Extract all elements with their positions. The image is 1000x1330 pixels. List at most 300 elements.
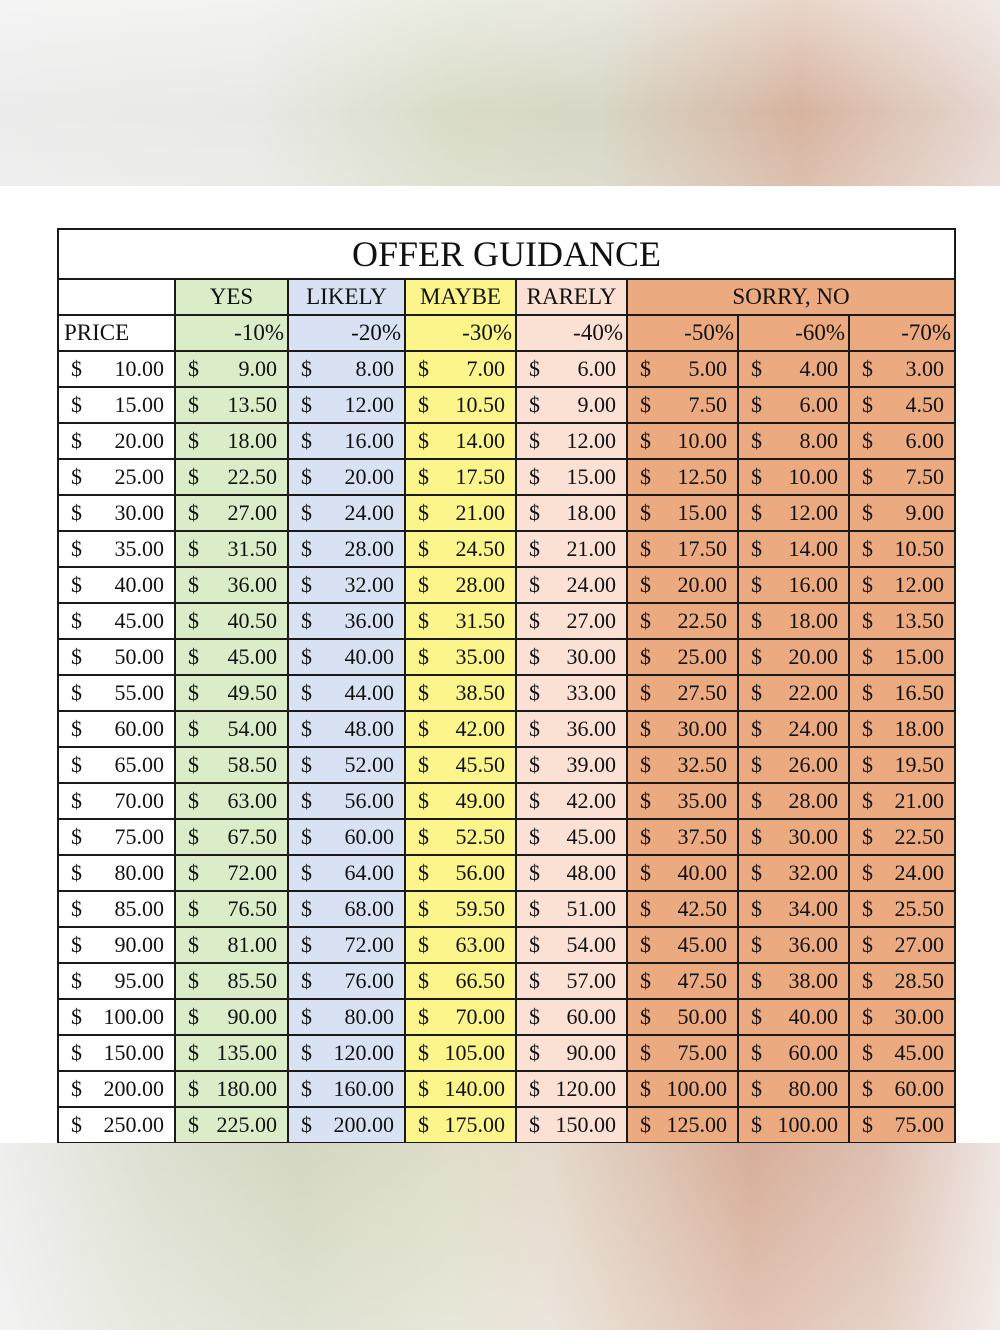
- price-cell: [58, 855, 175, 891]
- amount-value: 27.50: [677, 680, 727, 705]
- amount-value: 50.00: [114, 644, 164, 669]
- currency-symbol: $: [862, 680, 873, 705]
- amount-value: 27.00: [566, 608, 616, 633]
- currency-symbol: $: [301, 968, 312, 993]
- table-row: [58, 1107, 955, 1143]
- currency-symbol: $: [418, 428, 429, 453]
- offer-cell: [405, 387, 516, 423]
- price-cell: [58, 819, 175, 855]
- currency-symbol: $: [301, 896, 312, 921]
- offer-cell: [627, 999, 738, 1035]
- amount-value: 26.00: [788, 752, 838, 777]
- amount-value: 27.00: [227, 500, 277, 525]
- currency-symbol: $: [640, 428, 651, 453]
- currency-symbol: $: [529, 1076, 540, 1101]
- price-cell: [58, 783, 175, 819]
- discount-header: -40%: [516, 315, 627, 351]
- offer-cell: [738, 891, 849, 927]
- discount-header: -60%: [738, 315, 849, 351]
- amount-value: 9.00: [905, 500, 945, 525]
- offer-cell: [405, 963, 516, 999]
- offer-cell: [738, 639, 849, 675]
- currency-symbol: $: [751, 968, 762, 993]
- currency-symbol: $: [640, 788, 651, 813]
- amount-value: 21.00: [455, 500, 505, 525]
- amount-value: 7.00: [466, 356, 505, 381]
- offer-cell: [738, 819, 849, 855]
- amount-value: 13.50: [894, 608, 945, 633]
- offer-cell: [288, 639, 405, 675]
- offer-cell: [405, 639, 516, 675]
- amount-value: 64.00: [344, 860, 394, 885]
- group-header-rarely: RARELY: [516, 279, 627, 315]
- amount-value: 36.00: [566, 716, 616, 741]
- top-blurred-background: [0, 0, 1000, 186]
- discount-header: -30%: [405, 315, 516, 351]
- currency-symbol: $: [862, 860, 873, 885]
- amount-value: 200.00: [333, 1112, 394, 1137]
- table-row: [58, 999, 955, 1035]
- amount-value: 42.50: [677, 896, 727, 921]
- currency-symbol: $: [640, 1112, 651, 1137]
- price-cell: [58, 963, 175, 999]
- amount-value: 40.00: [114, 572, 164, 597]
- currency-symbol: $: [418, 464, 429, 489]
- discount-header: -10%: [175, 315, 288, 351]
- amount-value: 33.00: [566, 680, 616, 705]
- currency-symbol: $: [71, 572, 82, 597]
- amount-value: 15.00: [677, 500, 727, 525]
- amount-value: 75.00: [894, 1112, 945, 1137]
- amount-value: 21.00: [566, 536, 616, 561]
- offer-cell: [516, 927, 627, 963]
- currency-symbol: $: [640, 608, 651, 633]
- offer-cell: [405, 531, 516, 567]
- offer-cell: [738, 963, 849, 999]
- currency-symbol: $: [188, 572, 199, 597]
- currency-symbol: $: [418, 536, 429, 561]
- amount-value: 30.00: [788, 824, 838, 849]
- amount-value: 16.00: [344, 428, 394, 453]
- offer-cell: [175, 459, 288, 495]
- currency-symbol: $: [71, 1076, 82, 1101]
- currency-symbol: $: [751, 716, 762, 741]
- amount-value: 24.00: [566, 572, 616, 597]
- currency-symbol: $: [640, 572, 651, 597]
- currency-symbol: $: [529, 1112, 540, 1137]
- offer-cell: [627, 1071, 738, 1107]
- currency-symbol: $: [751, 644, 762, 669]
- currency-symbol: $: [301, 1076, 312, 1101]
- amount-value: 18.00: [227, 428, 277, 453]
- currency-symbol: $: [418, 680, 429, 705]
- offer-cell: [627, 1107, 738, 1143]
- amount-value: 100.00: [777, 1112, 838, 1137]
- amount-value: 60.00: [344, 824, 394, 849]
- amount-value: 85.00: [114, 896, 164, 921]
- amount-value: 31.50: [227, 536, 277, 561]
- currency-symbol: $: [188, 356, 199, 381]
- amount-value: 175.00: [444, 1112, 505, 1137]
- offer-cell: [738, 747, 849, 783]
- currency-symbol: $: [862, 752, 873, 777]
- offer-cell: [627, 819, 738, 855]
- amount-value: 6.00: [905, 428, 945, 453]
- offer-cell: [627, 351, 738, 387]
- blank-header-cell: [58, 279, 175, 315]
- offer-cell: [738, 351, 849, 387]
- currency-symbol: $: [640, 860, 651, 885]
- offer-cell: [516, 567, 627, 603]
- price-cell: [58, 351, 175, 387]
- currency-symbol: $: [418, 968, 429, 993]
- table-row: [58, 351, 955, 387]
- currency-symbol: $: [640, 968, 651, 993]
- currency-symbol: $: [71, 824, 82, 849]
- price-cell: [58, 1035, 175, 1071]
- currency-symbol: $: [751, 788, 762, 813]
- table-row: [58, 459, 955, 495]
- currency-symbol: $: [529, 428, 540, 453]
- amount-value: 125.00: [666, 1112, 727, 1137]
- offer-cell: [516, 711, 627, 747]
- currency-symbol: $: [751, 1076, 762, 1101]
- offer-cell: [405, 711, 516, 747]
- amount-value: 45.00: [677, 932, 727, 957]
- offer-guidance-sheet: [57, 228, 954, 1137]
- currency-symbol: $: [529, 932, 540, 957]
- currency-symbol: $: [301, 1112, 312, 1137]
- offer-cell: [405, 351, 516, 387]
- offer-cell: [405, 927, 516, 963]
- table-row: [58, 711, 955, 747]
- amount-value: 19.50: [894, 752, 945, 777]
- amount-value: 80.00: [788, 1076, 838, 1101]
- currency-symbol: $: [418, 716, 429, 741]
- offer-cell: [738, 927, 849, 963]
- currency-symbol: $: [188, 392, 199, 417]
- currency-symbol: $: [301, 932, 312, 957]
- offer-cell: [849, 675, 955, 711]
- offer-cell: [516, 495, 627, 531]
- amount-value: 28.00: [344, 536, 394, 561]
- amount-value: 70.00: [114, 788, 164, 813]
- currency-symbol: $: [71, 968, 82, 993]
- offer-guidance-table: [57, 228, 956, 1144]
- amount-value: 56.00: [455, 860, 505, 885]
- amount-value: 95.00: [114, 968, 164, 993]
- currency-symbol: $: [71, 392, 82, 417]
- amount-value: 60.00: [788, 1040, 838, 1065]
- currency-symbol: $: [640, 680, 651, 705]
- amount-value: 150.00: [555, 1112, 616, 1137]
- bottom-blurred-background: [0, 1143, 1000, 1330]
- offer-cell: [175, 1035, 288, 1071]
- amount-value: 150.00: [103, 1040, 164, 1065]
- offer-cell: [288, 675, 405, 711]
- currency-symbol: $: [301, 500, 312, 525]
- currency-symbol: $: [301, 860, 312, 885]
- offer-cell: [627, 711, 738, 747]
- amount-value: 32.50: [677, 752, 727, 777]
- amount-value: 22.50: [894, 824, 945, 849]
- offer-cell: [849, 711, 955, 747]
- amount-value: 56.00: [344, 788, 394, 813]
- amount-value: 10.50: [455, 392, 505, 417]
- amount-value: 35.00: [455, 644, 505, 669]
- currency-symbol: $: [529, 680, 540, 705]
- offer-cell: [405, 675, 516, 711]
- amount-value: 90.00: [114, 932, 164, 957]
- offer-cell: [288, 999, 405, 1035]
- offer-cell: [627, 675, 738, 711]
- currency-symbol: $: [862, 932, 873, 957]
- table-row: [58, 675, 955, 711]
- amount-value: 22.00: [788, 680, 838, 705]
- currency-symbol: $: [751, 680, 762, 705]
- currency-symbol: $: [301, 788, 312, 813]
- offer-cell: [405, 1107, 516, 1143]
- currency-symbol: $: [71, 356, 82, 381]
- amount-value: 225.00: [216, 1112, 277, 1137]
- offer-cell: [516, 639, 627, 675]
- amount-value: 15.00: [894, 644, 945, 669]
- amount-value: 40.00: [788, 1004, 838, 1029]
- currency-symbol: $: [862, 500, 873, 525]
- currency-symbol: $: [529, 608, 540, 633]
- amount-value: 32.00: [788, 860, 838, 885]
- currency-symbol: $: [188, 716, 199, 741]
- offer-cell: [288, 603, 405, 639]
- amount-value: 8.00: [355, 356, 394, 381]
- currency-symbol: $: [640, 824, 651, 849]
- currency-symbol: $: [71, 464, 82, 489]
- currency-symbol: $: [418, 572, 429, 597]
- amount-value: 48.00: [566, 860, 616, 885]
- currency-symbol: $: [640, 392, 651, 417]
- currency-symbol: $: [640, 500, 651, 525]
- currency-symbol: $: [862, 1076, 873, 1101]
- offer-cell: [738, 675, 849, 711]
- table-row: [58, 423, 955, 459]
- currency-symbol: $: [862, 788, 873, 813]
- offer-cell: [405, 495, 516, 531]
- currency-symbol: $: [418, 500, 429, 525]
- offer-cell: [175, 927, 288, 963]
- offer-cell: [849, 999, 955, 1035]
- currency-symbol: $: [529, 500, 540, 525]
- offer-cell: [175, 999, 288, 1035]
- currency-symbol: $: [301, 608, 312, 633]
- amount-value: 20.00: [114, 428, 164, 453]
- offer-cell: [738, 495, 849, 531]
- offer-cell: [738, 423, 849, 459]
- offer-cell: [849, 1035, 955, 1071]
- amount-value: 50.00: [677, 1004, 727, 1029]
- amount-value: 31.50: [455, 608, 505, 633]
- amount-value: 81.00: [227, 932, 277, 957]
- offer-cell: [627, 783, 738, 819]
- currency-symbol: $: [418, 824, 429, 849]
- offer-cell: [288, 423, 405, 459]
- offer-cell: [175, 711, 288, 747]
- currency-symbol: $: [418, 932, 429, 957]
- currency-symbol: $: [640, 932, 651, 957]
- offer-cell: [516, 603, 627, 639]
- amount-value: 58.50: [227, 752, 277, 777]
- price-cell: [58, 531, 175, 567]
- amount-value: 10.00: [677, 428, 727, 453]
- price-cell: [58, 711, 175, 747]
- amount-value: 35.00: [677, 788, 727, 813]
- amount-value: 36.00: [788, 932, 838, 957]
- offer-cell: [738, 711, 849, 747]
- currency-symbol: $: [751, 392, 762, 417]
- price-cell: [58, 675, 175, 711]
- amount-value: 22.50: [227, 464, 277, 489]
- amount-value: 14.00: [788, 536, 838, 561]
- currency-symbol: $: [188, 680, 199, 705]
- offer-cell: [175, 675, 288, 711]
- offer-cell: [849, 423, 955, 459]
- currency-symbol: $: [529, 860, 540, 885]
- offer-cell: [175, 1107, 288, 1143]
- amount-value: 24.00: [344, 500, 394, 525]
- amount-value: 40.00: [344, 644, 394, 669]
- amount-value: 5.00: [688, 356, 727, 381]
- currency-symbol: $: [640, 1076, 651, 1101]
- offer-cell: [288, 351, 405, 387]
- offer-cell: [288, 495, 405, 531]
- currency-symbol: $: [418, 860, 429, 885]
- group-header-likely: LIKELY: [288, 279, 405, 315]
- currency-symbol: $: [862, 356, 873, 381]
- currency-symbol: $: [862, 716, 873, 741]
- group-header-maybe: MAYBE: [405, 279, 516, 315]
- offer-cell: [288, 891, 405, 927]
- amount-value: 60.00: [566, 1004, 616, 1029]
- currency-symbol: $: [751, 752, 762, 777]
- amount-value: 20.00: [344, 464, 394, 489]
- currency-symbol: $: [640, 896, 651, 921]
- offer-cell: [849, 639, 955, 675]
- currency-symbol: $: [529, 1040, 540, 1065]
- currency-symbol: $: [188, 752, 199, 777]
- currency-symbol: $: [862, 608, 873, 633]
- currency-symbol: $: [188, 1004, 199, 1029]
- currency-symbol: $: [188, 644, 199, 669]
- currency-symbol: $: [71, 1040, 82, 1065]
- offer-cell: [175, 639, 288, 675]
- offer-cell: [738, 387, 849, 423]
- currency-symbol: $: [301, 572, 312, 597]
- currency-symbol: $: [751, 500, 762, 525]
- offer-cell: [849, 1107, 955, 1143]
- amount-value: 6.00: [577, 356, 616, 381]
- currency-symbol: $: [71, 536, 82, 561]
- amount-value: 45.00: [894, 1040, 945, 1065]
- currency-symbol: $: [71, 860, 82, 885]
- offer-cell: [627, 1035, 738, 1071]
- table-row: [58, 531, 955, 567]
- amount-value: 10.00: [114, 356, 164, 381]
- currency-symbol: $: [529, 392, 540, 417]
- amount-value: 35.00: [114, 536, 164, 561]
- currency-symbol: $: [529, 572, 540, 597]
- currency-symbol: $: [529, 356, 540, 381]
- offer-cell: [738, 1071, 849, 1107]
- currency-symbol: $: [862, 1112, 873, 1137]
- currency-symbol: $: [862, 1004, 873, 1029]
- offer-cell: [849, 855, 955, 891]
- offer-cell: [288, 711, 405, 747]
- amount-value: 200.00: [103, 1076, 164, 1101]
- amount-value: 4.00: [799, 356, 838, 381]
- offer-cell: [175, 963, 288, 999]
- offer-cell: [405, 819, 516, 855]
- currency-symbol: $: [529, 752, 540, 777]
- offer-cell: [738, 1035, 849, 1071]
- offer-cell: [175, 423, 288, 459]
- currency-symbol: $: [301, 1004, 312, 1029]
- currency-symbol: $: [418, 752, 429, 777]
- offer-cell: [849, 819, 955, 855]
- price-cell: [58, 999, 175, 1035]
- amount-value: 4.50: [905, 392, 945, 417]
- amount-value: 42.00: [566, 788, 616, 813]
- amount-value: 40.00: [677, 860, 727, 885]
- currency-symbol: $: [751, 608, 762, 633]
- amount-value: 57.00: [566, 968, 616, 993]
- offer-cell: [288, 387, 405, 423]
- currency-symbol: $: [529, 788, 540, 813]
- table-row: [58, 855, 955, 891]
- currency-symbol: $: [418, 1004, 429, 1029]
- currency-symbol: $: [862, 572, 873, 597]
- table-row: [58, 1035, 955, 1071]
- currency-symbol: $: [418, 1040, 429, 1065]
- offer-cell: [516, 1035, 627, 1071]
- offer-cell: [627, 567, 738, 603]
- currency-symbol: $: [862, 896, 873, 921]
- currency-symbol: $: [71, 716, 82, 741]
- price-cell: [58, 459, 175, 495]
- amount-value: 76.50: [227, 896, 277, 921]
- currency-symbol: $: [71, 680, 82, 705]
- amount-value: 25.00: [677, 644, 727, 669]
- offer-cell: [288, 531, 405, 567]
- amount-value: 21.00: [894, 788, 945, 813]
- amount-value: 25.00: [114, 464, 164, 489]
- currency-symbol: $: [751, 1004, 762, 1029]
- offer-cell: [288, 1035, 405, 1071]
- currency-symbol: $: [188, 1076, 199, 1101]
- offer-cell: [849, 927, 955, 963]
- offer-cell: [849, 351, 955, 387]
- amount-value: 12.00: [894, 572, 945, 597]
- amount-value: 140.00: [444, 1076, 505, 1101]
- amount-value: 75.00: [114, 824, 164, 849]
- offer-cell: [288, 1107, 405, 1143]
- offer-cell: [175, 783, 288, 819]
- amount-value: 105.00: [444, 1040, 505, 1065]
- amount-value: 65.00: [114, 752, 164, 777]
- amount-value: 24.50: [455, 536, 505, 561]
- price-cell: [58, 567, 175, 603]
- currency-symbol: $: [188, 860, 199, 885]
- currency-symbol: $: [418, 644, 429, 669]
- amount-value: 36.00: [344, 608, 394, 633]
